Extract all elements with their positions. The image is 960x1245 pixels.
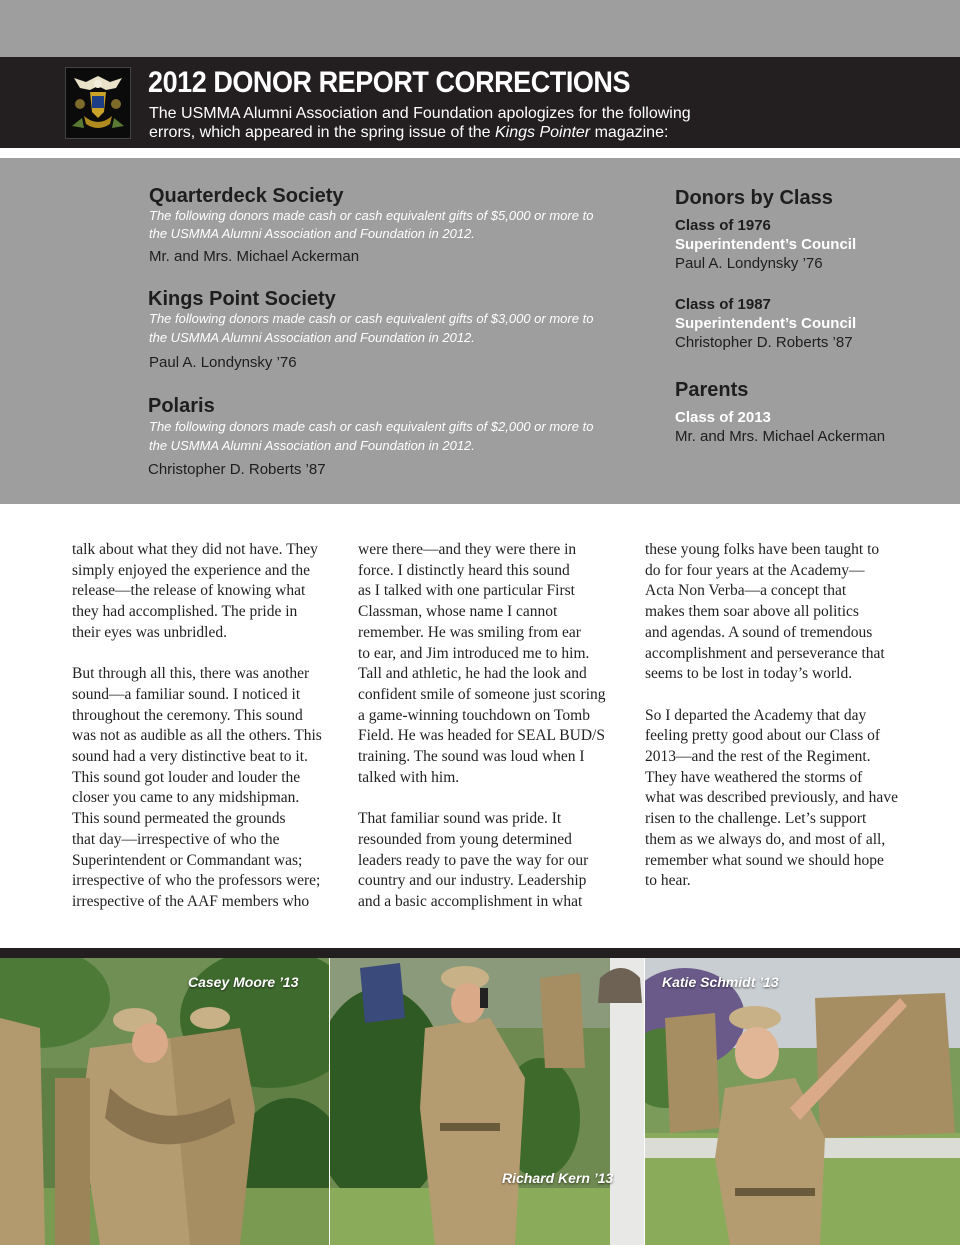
- photo-strip-bar: [0, 948, 960, 958]
- banner-gap: [0, 148, 960, 158]
- report-subtitle: [149, 104, 769, 142]
- top-gray-band: [0, 0, 960, 57]
- article-column-3: [645, 540, 905, 913]
- paragraph: were there—and they were there in force. I distinctly heard this sound as I talked with one particular First Classman, whose name I cannot remember. He was smiling from ear to ear, and Jim introduced me to him. Tall and athletic, he had the look and confident smile of someone just scoring a game-winning touchdown on Tomb Field. He was headed for SEAL BUD/S training. The sound was loud when I talked with him.: [358, 541, 606, 786]
- photo-caption: Katie Schmidt ’13: [662, 974, 779, 990]
- paragraph: talk about what they did not have. They simply enjoyed the experience and the release—the release of knowing what they had accomplished. The pride in their eyes was unbridled.: [72, 541, 318, 641]
- section-desc-line: The following donors made cash or cash equivalent gifts of $5,000 or more to: [149, 208, 594, 223]
- section-desc-polaris: [149, 417, 629, 455]
- section-desc-line: the USMMA Alumni Association and Foundation in 2012.: [149, 226, 475, 241]
- section-heading-polaris: Polaris: [148, 395, 215, 417]
- section-desc-line: the USMMA Alumni Association and Foundation in 2012.: [149, 438, 475, 453]
- council-label-1987: Superintendent’s Council: [675, 315, 857, 332]
- magazine-name: Kings Pointer: [494, 124, 591, 141]
- section-desc-line: the USMMA Alumni Association and Foundation in 2012.: [149, 330, 475, 345]
- donor-name-kings-point: Paul A. Londynsky ’76: [149, 354, 297, 371]
- paragraph: these young folks have been taught to do for four years at the Academy— Acta Non Verba—a concept that makes them soar above all politics and agendas. A sound of tremendous accomplishment and perseverance that seems to be lost in today’s world.: [645, 541, 885, 683]
- report-title: 2012 DONOR REPORT CORRECTIONS: [148, 66, 631, 99]
- paragraph: So I departed the Academy that day feeling pretty good about our Class of 2013—and the rest of the Regiment. They have weathered the storms of what was described previously, and have risen to the challenge. Let’s support them as we always do, and most of all, remember what sound we should hope to hear.: [645, 706, 898, 890]
- donor-name-1987: Christopher D. Roberts ’87: [675, 334, 853, 351]
- photo-midshipman-on-phone: [330, 958, 644, 1245]
- paragraph: That familiar sound was pride. It resounded from young determined leaders ready to pave the way for our country and our industry. Leadership and a basic accomplishment in what: [358, 810, 589, 910]
- paragraph: But through all this, there was another sound—a familiar sound. I noticed it throughout the ceremony. This sound was not as audible as all the others. This sound had a very distinctive beat to it. This sound got louder and louder the closer you came to any midshipman. This sound permeated the grounds that day—irrespective of who the Superintendent or Commandant was; irrespective of who the professors were; irrespective of the AAF members who: [72, 665, 322, 910]
- section-desc-line: The following donors made cash or cash equivalent gifts of $3,000 or more to: [149, 311, 594, 326]
- section-heading-quarterdeck: Quarterdeck Society: [149, 185, 344, 207]
- donor-name-polaris: Christopher D. Roberts ’87: [148, 461, 326, 478]
- subtitle-line-1: The USMMA Alumni Association and Foundation apologizes for the following: [149, 105, 691, 122]
- section-desc-kings-point: [149, 309, 629, 347]
- parents-donor-name: Mr. and Mrs. Michael Ackerman: [675, 428, 886, 445]
- class-label-1976: Class of 1976: [675, 217, 771, 234]
- donor-name-quarterdeck: Mr. and Mrs. Michael Ackerman: [149, 248, 360, 265]
- subtitle-line-2-start: errors, which appeared in the spring issue of the: [149, 124, 495, 141]
- article-column-1: [72, 540, 332, 933]
- donor-name-1976: Paul A. Londynsky ’76: [675, 255, 823, 272]
- subtitle-line-2-end: magazine:: [590, 124, 669, 141]
- article-column-2: [358, 540, 618, 933]
- photo-caption: Casey Moore ’13: [188, 974, 299, 990]
- parents-heading: Parents: [675, 379, 749, 401]
- corrections-panel: [0, 158, 960, 504]
- donors-by-class-heading: Donors by Class: [675, 187, 833, 209]
- class-label-1987: Class of 1987: [675, 296, 771, 313]
- photo-caption: Richard Kern ’13: [502, 1170, 614, 1186]
- usmma-eagle-crest-icon: [65, 67, 131, 139]
- council-label-1976: Superintendent’s Council: [675, 236, 857, 253]
- photo-midshipman-ringing-bell: [645, 958, 960, 1245]
- section-heading-kings-point: Kings Point Society: [148, 288, 336, 310]
- section-desc-line: The following donors made cash or cash equivalent gifts of $2,000 or more to: [149, 419, 594, 434]
- parents-class-label: Class of 2013: [675, 409, 771, 426]
- section-desc-quarterdeck: [149, 207, 629, 243]
- header-banner: [0, 57, 960, 148]
- photo-midshipmen-hugging: [0, 958, 329, 1245]
